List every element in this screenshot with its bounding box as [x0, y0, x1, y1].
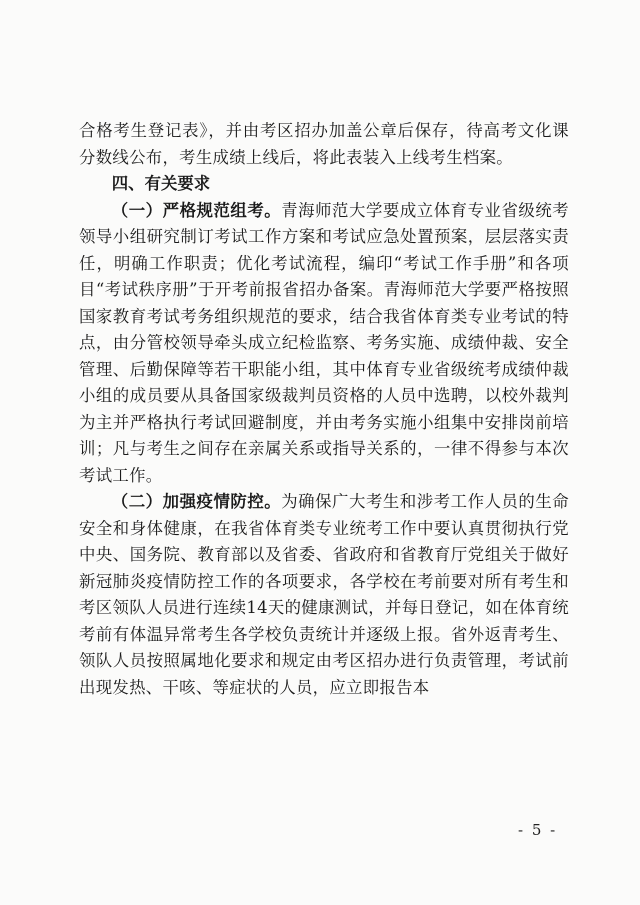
paragraph-continuation: 合格考生登记表》，并由考区招办加盖公章后保存，待高考文化课分数线公布，考生成绩上线后，将此表装入上线考生档案。 — [79, 121, 569, 167]
section-heading: 四、有关要求 — [111, 174, 211, 193]
subsection-title: （一）严格规范组考。 — [111, 200, 282, 220]
paragraph-organize-exam — [79, 198, 569, 490]
page-number: - 5 - — [518, 821, 558, 839]
subsection-title: （二）加强疫情防控。 — [111, 492, 282, 511]
paragraph-body: 青海师范大学要成立体育专业省级统考领导小组研究制订考试工作方案和考试应急处置预案，层层落实责任，明确工作职责；优化考试流程，编印“考试工作手册”和各项目“考试秩序册”于开考前报省招办备案。青海师范大学要严格按照国家教育考试考务组织规范的要求，结合我省体育类专业考试的特点，由分管校领导牵头成立纪检监察、考务实施、成绩仲裁、安全管理、后勤保障等若干职能小组，其中体育专业省级统考成绩仲裁小组的成员要从具备国家级裁判员资格的人员中选聘，以校外裁判为主并严格执行考试回避制度，并由考务实施小组集中安排岗前培训；凡与考生之间存在亲属关系或指导关系的，一律不得参与本次考试工作。 — [79, 200, 570, 485]
document-body — [79, 118, 569, 701]
paragraph-body: 为确保广大考生和涉考工作人员的生命安全和身体健康，在我省体育类专业统考工作中要认真贯彻执行党中央、国务院、教育部以及省委、省政府和省教育厅党组关于做好新冠肺炎疫情防控工作的各项要求，各学校在考前要对所有考生和考区领队人员进行连续14天的健康测试，并每日登记，如在体育统考前有体温异常考生各学校负责统计并逐级上报。省外返青考生、领队人员按照属地化要求和规定由考区招办进行负责管理，考试前出现发热、干咳、等症状的人员，应立即报告本 — [79, 492, 570, 697]
paragraph-epidemic-control — [79, 489, 569, 701]
